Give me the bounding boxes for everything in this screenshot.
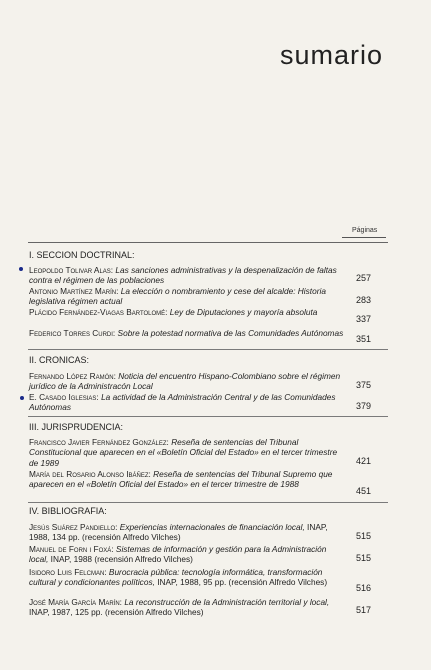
- section-heading-doctrinal: I. SECCION DOCTRINAL:: [29, 250, 135, 260]
- section-divider: [28, 502, 388, 503]
- ink-mark: [20, 396, 24, 400]
- entry-page: 283: [356, 295, 372, 305]
- toc-entry[interactable]: [29, 437, 346, 468]
- entry-page: 337: [356, 314, 372, 324]
- entry-title: Las sanciones administrativas y la despenalización de faltas contra el régimen de las poblaciones: [29, 265, 337, 286]
- entry-author: Plácido Fernández-Viagas Bartolomé:: [29, 307, 168, 317]
- toc-entry[interactable]: [29, 469, 346, 490]
- entry-title: Sistemas de información y gestión para la Administración local,: [29, 544, 327, 565]
- entry-title: Burocracia pública: tecnología informática, transformación cultural y condicionantes políticos,: [29, 567, 323, 588]
- entry-title: Sobre la potestad normativa de las Comunidades Autónomas: [117, 328, 344, 338]
- entry-page: 451: [356, 486, 372, 496]
- pages-column-label: Páginas: [352, 227, 378, 234]
- entry-title: La reconstrucción de la Administración territorial y local,: [124, 597, 330, 607]
- entry-page: 375: [356, 380, 372, 390]
- toc-entry[interactable]: [29, 307, 346, 317]
- entry-publication: INAP, 1988 (recensión Alfredo Vilches): [48, 554, 193, 565]
- entry-title: Reseña de sentencias del Tribunal Constitucional que aparecen en el «Boletín Oficial del Estado» en el tercer trimestre de 1989: [29, 437, 338, 468]
- toc-entry[interactable]: [29, 597, 346, 618]
- entry-author: Federico Torres Curdi:: [29, 328, 116, 338]
- toc-entry[interactable]: [29, 544, 346, 565]
- entry-publication: INAP, 1988, 134 pp. (recensión Alfredo Vilches): [29, 522, 328, 543]
- toc-entry[interactable]: [29, 328, 346, 338]
- toc-entry[interactable]: [29, 286, 346, 307]
- section-heading-cronicas: II. CRONICAS:: [29, 355, 90, 365]
- section-divider: [28, 349, 388, 350]
- ink-mark: [19, 267, 23, 271]
- toc-entry[interactable]: [29, 567, 346, 588]
- section-heading-bibliografia: IV. BIBLIOGRAFIA:: [29, 506, 107, 516]
- entry-page: 517: [356, 605, 372, 615]
- page-title: sumario: [279, 40, 383, 70]
- entry-author: Jesús Suárez Pandiello:: [29, 522, 118, 532]
- entry-author: Manuel de Forn i Foxá:: [29, 544, 114, 554]
- toc-entry[interactable]: [29, 392, 346, 413]
- toc-entry[interactable]: [29, 265, 346, 286]
- entry-title: La actividad de la Administración Central y de las Comunidades Autónomas: [29, 392, 336, 413]
- entry-page: 379: [356, 401, 372, 411]
- entry-page: 257: [356, 273, 372, 283]
- entry-title: La elección o nombramiento y cese del alcalde: Historia legislativa régimen actual: [29, 286, 326, 307]
- section-divider: [28, 416, 388, 417]
- entry-title: Noticia del encuentro Hispano-Colombiano sobre el régimen jurídico de la Administracón Local: [29, 371, 341, 392]
- entry-author: Antonio Martínez Marín:: [29, 286, 119, 296]
- entry-page: 515: [356, 553, 372, 563]
- pages-label-rule: [342, 237, 386, 238]
- entry-title: Reseña de sentencias del Tribunal Supremo que aparecen en el «Boletín Oficial del Estado» en el tercer trimestre de 1988: [29, 469, 333, 490]
- entry-author: José María García Marín:: [29, 597, 122, 607]
- entry-title: Experiencias internacionales de financiación local,: [119, 522, 305, 532]
- entry-page: 515: [356, 531, 372, 541]
- toc-entry[interactable]: [29, 371, 346, 392]
- entry-page: 351: [356, 334, 372, 344]
- entry-author: María del Rosario Alonso Ibáñez:: [29, 469, 151, 479]
- entry-author: Fernando López Ramón:: [29, 371, 116, 381]
- section-heading-jurisprudencia: III. JURISPRUDENCIA:: [29, 422, 124, 432]
- entry-title: Ley de Diputaciones y mayoría absoluta: [169, 307, 318, 317]
- entry-publication: INAP, 1988, 95 pp. (recensión Alfredo Vilches): [154, 577, 328, 588]
- entry-page: 516: [356, 583, 372, 593]
- entry-author: Isidoro Luis Felcman:: [29, 567, 107, 577]
- entry-author: Francisco Javier Fernández González:: [29, 437, 169, 447]
- toc-entry[interactable]: [29, 522, 346, 543]
- top-divider: [28, 242, 388, 243]
- entry-page: 421: [356, 456, 372, 466]
- entry-author: Leopoldo Tolivar Alas:: [29, 265, 114, 275]
- entry-author: E. Casado Iglesias:: [29, 392, 99, 402]
- entry-publication: INAP, 1987, 125 pp. (recensión Alfredo Vilches): [29, 607, 204, 618]
